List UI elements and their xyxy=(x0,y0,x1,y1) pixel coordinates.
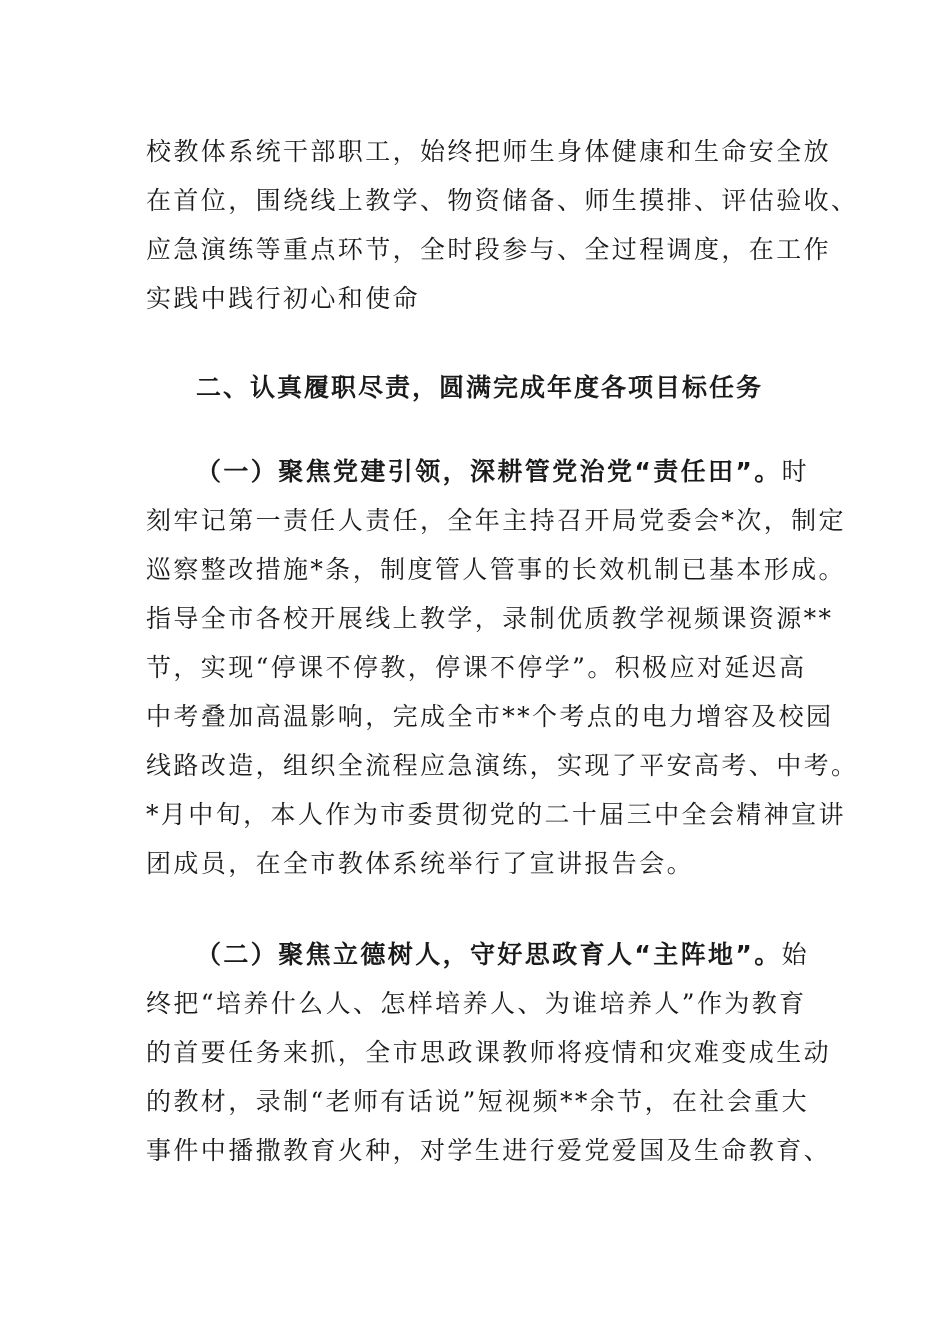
para2-line: 事件中播撒教育火种，对学生进行爱党爱国及生命教育、 xyxy=(146,1136,832,1165)
para1-first-line xyxy=(196,455,809,489)
para1-line: 指导全市各校开展线上教学，录制优质教学视频课资源** xyxy=(146,604,834,633)
para1-line: *月中旬，本人作为市委贯彻党的二十届三中全会精神宣讲 xyxy=(146,800,846,829)
para2-first-line xyxy=(196,938,809,972)
para2-line: 终把“培养什么人、怎样培养人、为谁培养人”作为教育 xyxy=(146,989,807,1018)
intro-line-4: 实践中践行初心和使命 xyxy=(146,284,421,313)
para2-line: 的首要任务来抓，全市思政课教师将疫情和灾难变成生动 xyxy=(146,1038,832,1067)
para2-line: 的教材，录制“老师有话说”短视频**余节，在社会重大 xyxy=(146,1087,809,1116)
para1-first-line-rest: 时 xyxy=(781,457,810,486)
intro-line-2: 在首位，围绕线上教学、物资储备、师生摸排、评估验收、 xyxy=(146,186,859,215)
para1-line: 节，实现“停课不停教，停课不停学”。积极应对延迟高 xyxy=(146,653,807,682)
para1-line: 团成员，在全市教体系统举行了宣讲报告会。 xyxy=(146,849,695,878)
para1-line: 巡察整改措施*条，制度管人管事的长效机制已基本形成。 xyxy=(146,555,846,584)
para2-bold-lead: （二）聚焦立德树人，守好思政育人“主阵地”。 xyxy=(196,940,782,969)
para1-line: 刻牢记第一责任人责任，全年主持召开局党委会*次，制定 xyxy=(146,506,846,535)
intro-line-3: 应急演练等重点环节，全时段参与、全过程调度，在工作 xyxy=(146,235,832,264)
para1-line: 线路改造，组织全流程应急演练，实现了平安高考、中考。 xyxy=(146,751,859,780)
para2-first-line-rest: 始 xyxy=(781,940,810,969)
intro-line-1: 校教体系统干部职工，始终把师生身体健康和生命安全放 xyxy=(146,137,832,166)
para1-line: 中考叠加高温影响，完成全市**个考点的电力增容及校园 xyxy=(146,702,834,731)
section-heading: 二、认真履职尽责，圆满完成年度各项目标任务 xyxy=(196,373,764,402)
para1-bold-lead: （一）聚焦党建引领，深耕管党治党“责任田”。 xyxy=(196,457,782,486)
